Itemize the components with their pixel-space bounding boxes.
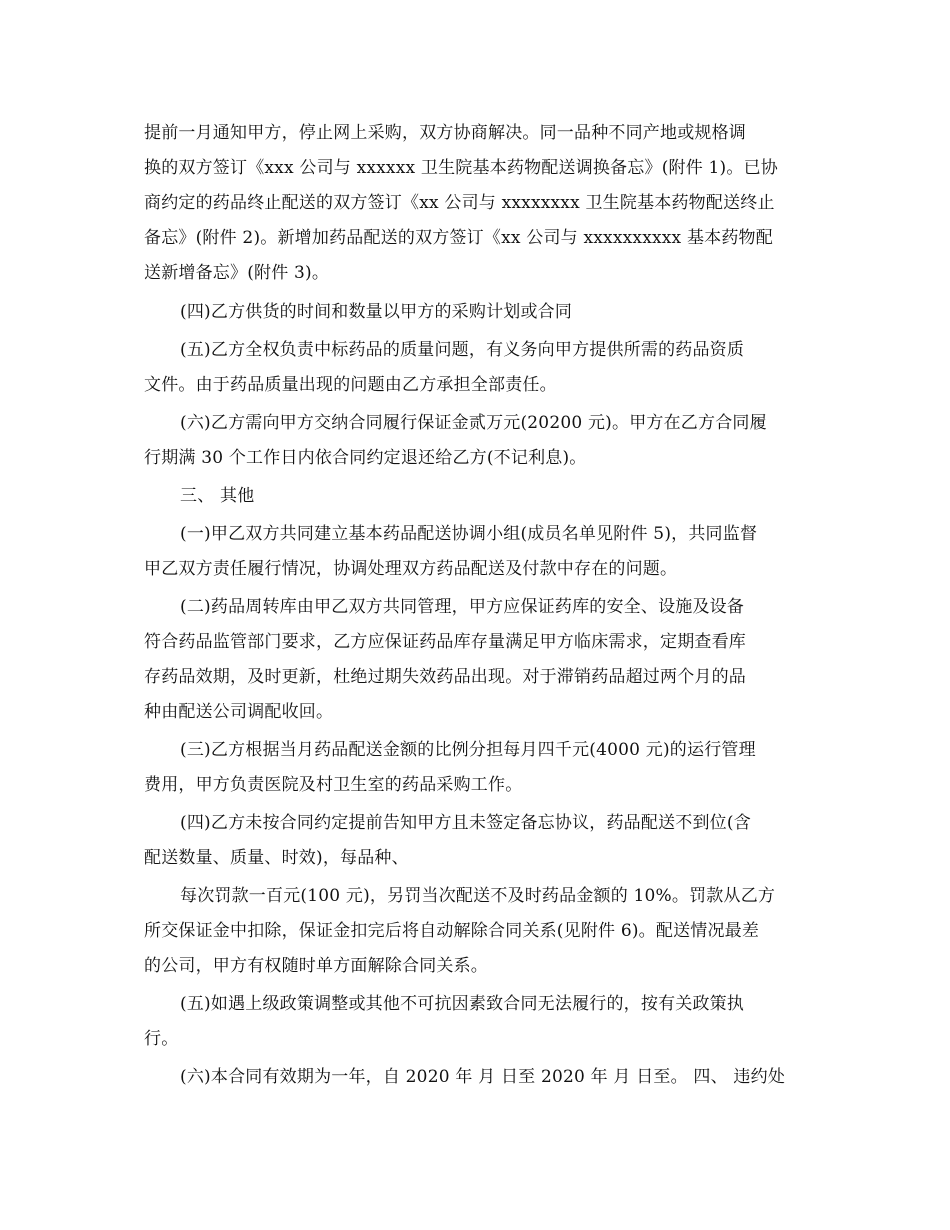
text-line: 符合药品监管部门要求，乙方应保证药品库存量满足甲方临床需求，定期查看库 [144,632,746,652]
text-line: 换的双方签订《xxx 公司与 xxxxxx 卫生院基本药物配送调换备忘》(附件 1)。已协 [144,158,778,178]
text-line: 提前一月通知甲方，停止网上采购，双方协商解决。同一品种不同产地或规格调 [144,123,746,143]
text-line: 所交保证金中扣除，保证金扣完后将自动解除合同关系(见附件 6)。配送情况最差 [144,921,760,941]
paragraph-line: 每次罚款一百元(100 元)，另罚当次配送不及时药品金额的 10%。罚款从乙方 [180,886,776,906]
paragraph-line: (五)乙方全权负责中标药品的质量问题，有义务向甲方提供所需的药品资质 [180,340,745,360]
paragraph-line: (五)如遇上级政策调整或其他不可抗因素致合同无法履行的，按有关政策执 [180,994,745,1014]
paragraph-line: (四)乙方供货的时间和数量以甲方的采购计划或合同 [180,302,573,322]
text-line: 备忘》(附件 2)。新增加药品配送的双方签订《xx 公司与 xxxxxxxxxx 基本药物配 [144,228,773,248]
paragraph-line: (一)甲乙双方共同建立基本药品配送协调小组(成员名单见附件 5)，共同监督 [180,524,758,544]
text-line: 存药品效期，及时更新，杜绝过期失效药品出现。对于滞销药品超过两个月的品 [144,667,746,687]
text-line: 商约定的药品终止配送的双方签订《xx 公司与 xxxxxxxx 卫生院基本药物配送终止 [144,193,775,213]
text-line: 行期满 30 个工作日内依合同约定退还给乙方(不记利息)。 [144,448,587,468]
section-heading: 三、 其他 [180,486,255,506]
paragraph-line: (二)药品周转库由甲乙双方共同管理，甲方应保证药库的安全、设施及设备 [180,597,745,617]
paragraph-line: (四)乙方未按合同约定提前告知甲方且未签定备忘协议，药品配送不到位(含 [180,813,751,833]
paragraph-line: (六)乙方需向甲方交纳合同履行保证金贰万元(20200 元)。甲方在乙方合同履 [180,413,767,433]
text-line: 的公司，甲方有权随时单方面解除合同关系。 [144,956,488,976]
text-line: 送新增备忘》(附件 3)。 [144,263,330,283]
text-line: 种由配送公司调配收回。 [144,702,334,722]
paragraph-line: (三)乙方根据当月药品配送金额的比例分担每月四千元(4000 元)的运行管理 [180,740,756,760]
text-line: 文件。由于药品质量出现的问题由乙方承担全部责任。 [144,375,557,395]
text-line: 甲乙双方责任履行情况，协调处理双方药品配送及付款中存在的问题。 [144,559,678,579]
paragraph-line: (六)本合同有效期为一年，自 2020 年 月 日至 2020 年 月 日至。 四、 违约处 [180,1067,786,1087]
text-line: 行。 [144,1029,179,1049]
text-line: 费用，甲方负责医院及村卫生室的药品采购工作。 [144,775,523,795]
text-line: 配送数量、质量、时效)，每品种、 [144,848,409,868]
